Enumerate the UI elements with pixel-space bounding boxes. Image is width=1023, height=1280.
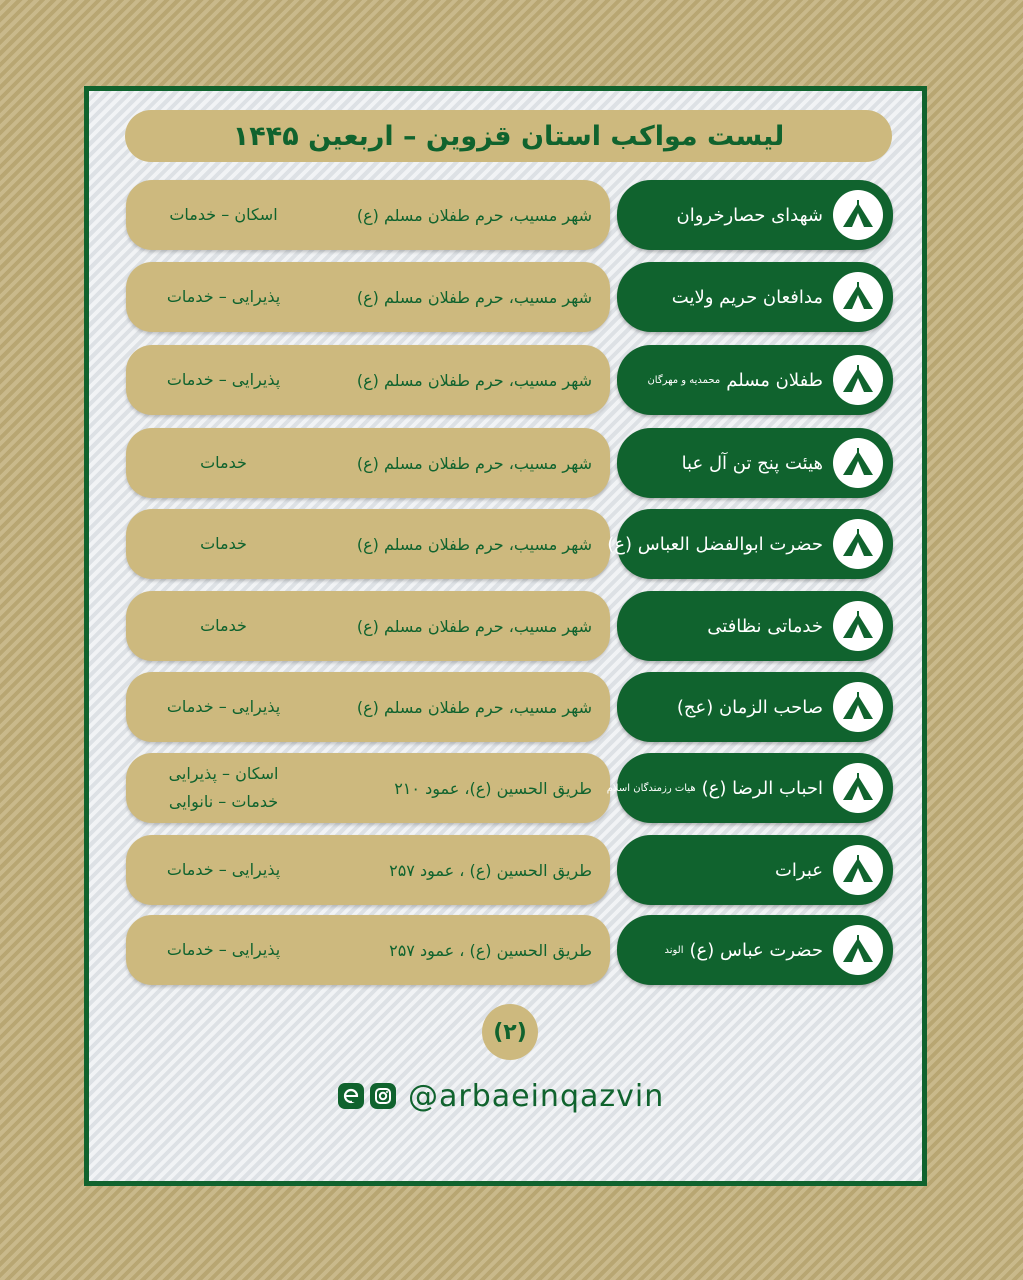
list-item [0,509,1023,579]
mokeb-location: شهر مسیب، حرم طفلان مسلم (ع) [356,370,592,390]
mokeb-name-label: مدافعان حریم ولایت [671,286,823,308]
mokeb-services [136,753,311,823]
mokeb-name [627,262,823,332]
mokeb-name [627,915,823,985]
mokeb-info-pill [126,509,610,579]
mokeb-name-label: طفلان مسلم [726,369,823,391]
mokeb-info-pill [126,835,610,905]
mokeb-name-label: حضرت عباس (ع) [689,939,823,961]
mokeb-name-pill [617,180,893,250]
mokeb-info-pill [126,753,610,823]
mokeb-services [136,509,311,579]
tent-icon [833,601,883,651]
mokeb-info-pill [126,915,610,985]
eitaa-icon[interactable] [338,1083,364,1109]
service-line: خدمات [200,453,247,472]
mokeb-name-label: حضرت ابوالفضل العباس (ع) [607,533,823,555]
mokeb-name-label: شهدای حصارخروان [676,204,823,226]
mokeb-services [136,428,311,498]
tent-icon [833,925,883,975]
list-item [0,591,1023,661]
tent-icon [833,682,883,732]
tent-icon [833,355,883,405]
mokeb-services [136,180,311,250]
list-item [0,345,1023,415]
mokeb-name-subtitle: محمدیه و مهرگان [647,374,721,386]
instagram-icon[interactable] [370,1083,396,1109]
mokeb-services [136,835,311,905]
list-item [0,672,1023,742]
mokeb-name [627,428,823,498]
page-title: لیست مواکب استان قزوین – اربعین ۱۴۴۵ [125,110,892,162]
mokeb-name-label: احباب الرضا (ع) [701,777,823,799]
service-line: خدمات [200,534,247,553]
social-footer [338,1074,664,1118]
mokeb-location: شهر مسیب، حرم طفلان مسلم (ع) [356,534,592,554]
mokeb-name-pill [617,915,893,985]
mokeb-location: شهر مسیب، حرم طفلان مسلم (ع) [356,453,592,473]
mokeb-name-pill [617,428,893,498]
mokeb-name-label: صاحب الزمان (عج) [676,696,823,718]
service-line: اسکان – پذیرایی [168,764,279,783]
mokeb-name-subtitle: هیات رزمندگان اسلام [606,782,696,794]
mokeb-name [627,835,823,905]
mokeb-name-pill [607,509,893,579]
mokeb-name-label: عبرات [774,859,823,881]
mokeb-location: شهر مسیب، حرم طفلان مسلم (ع) [356,287,592,307]
mokeb-name [607,509,823,579]
service-line: اسکان – خدمات [169,205,278,224]
service-line: پذیرایی – خدمات [166,860,281,879]
mokeb-info-pill [126,180,610,250]
mokeb-info-pill [126,591,610,661]
page-number: (۲) [482,1004,538,1060]
tent-icon [833,763,883,813]
service-line: پذیرایی – خدمات [166,940,281,959]
service-line: پذیرایی – خدمات [166,697,281,716]
list-item [0,428,1023,498]
list-item [0,180,1023,250]
mokeb-name [627,591,823,661]
mokeb-location: طریق الحسین (ع) ، عمود ۲۵۷ [389,940,592,960]
tent-icon [833,438,883,488]
mokeb-name-subtitle: الوند [664,944,684,956]
service-line: خدمات [200,616,247,635]
mokeb-name [627,180,823,250]
mokeb-location: طریق الحسین (ع) ، عمود ۲۵۷ [389,860,592,880]
list-item [0,262,1023,332]
mokeb-location: شهر مسیب، حرم طفلان مسلم (ع) [356,616,592,636]
tent-icon [833,190,883,240]
list-item [0,753,1023,823]
mokeb-name-pill [617,835,893,905]
mokeb-location: شهر مسیب، حرم طفلان مسلم (ع) [356,697,592,717]
tent-icon [833,519,883,569]
tent-icon [833,845,883,895]
mokeb-services [136,262,311,332]
service-line: خدمات – نانوایی [168,792,279,811]
list-item [0,915,1023,985]
mokeb-info-pill [126,428,610,498]
mokeb-info-pill [126,262,610,332]
service-line: پذیرایی – خدمات [166,287,281,306]
mokeb-services [136,345,311,415]
mokeb-name-pill [617,345,893,415]
mokeb-location: طریق الحسین (ع)، عمود ۲۱۰ [394,778,592,798]
mokeb-name-pill [606,753,893,823]
mokeb-name-label: خدماتی نظافتی [707,615,823,637]
mokeb-name-pill [617,591,893,661]
social-handle[interactable]: @arbaeinqazvin [408,1078,665,1114]
mokeb-location: شهر مسیب، حرم طفلان مسلم (ع) [356,205,592,225]
service-line: پذیرایی – خدمات [166,370,281,389]
mokeb-info-pill [126,672,610,742]
mokeb-name-pill [617,262,893,332]
mokeb-name [606,753,823,823]
mokeb-name-pill [617,672,893,742]
mokeb-services [136,591,311,661]
mokeb-services [136,672,311,742]
mokeb-name [627,672,823,742]
list-item [0,835,1023,905]
mokeb-services [136,915,311,985]
mokeb-info-pill [126,345,610,415]
mokeb-name [627,345,823,415]
tent-icon [833,272,883,322]
mokeb-name-label: هیئت پنج تن آل عبا [681,452,823,474]
